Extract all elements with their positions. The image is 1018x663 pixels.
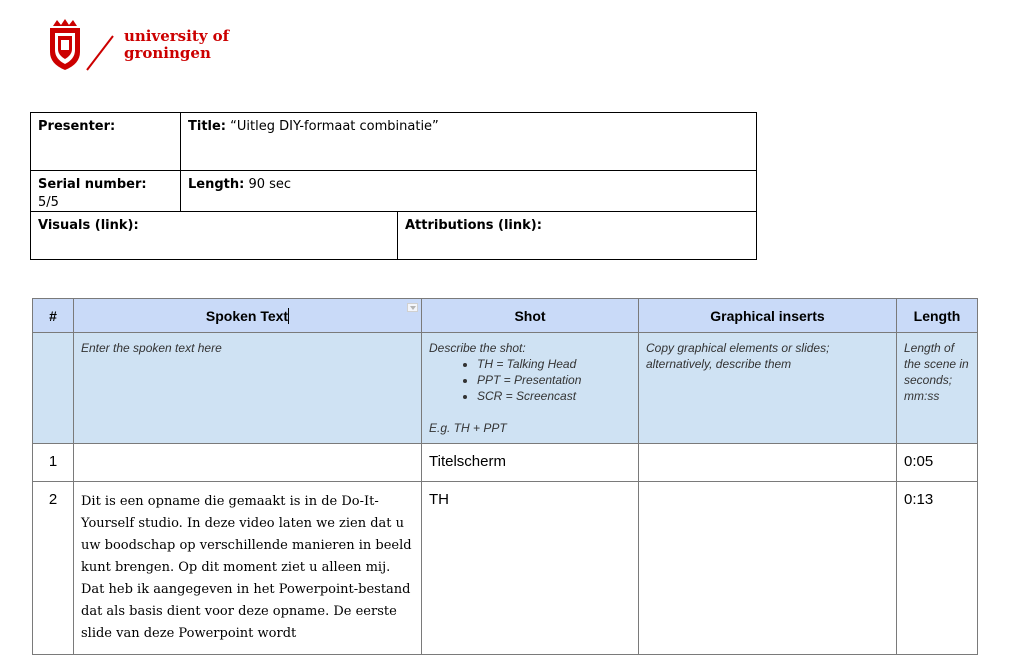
visuals-cell[interactable]: [31, 212, 397, 240]
serial-label: Serial number:: [38, 177, 147, 192]
row-spoken-text[interactable]: Dit is een opname die gemaakt is in de Do-It-Yourself studio. In deze video laten we zien dat u uw boodschap op verschillende manieren in beeld kunt brengen. Op dit moment ziet u alleen mij. Dat heb ik aangegeven in het Powerpoint-bestand dat als basis dient voor deze opname. De eerste slide van deze Powerpoint wordt: [74, 482, 422, 655]
title-label: Title:: [188, 119, 227, 134]
guide-inserts-text: Copy graphical elements or slides; alternatively, describe them: [646, 341, 830, 371]
serial-value: 5/5: [38, 195, 59, 210]
header-spoken-text[interactable]: [74, 299, 422, 333]
list-item: • SCR = Screencast: [477, 388, 631, 404]
guide-shot-example: E.g. TH + PPT: [429, 421, 507, 435]
row-length[interactable]: 0:05: [897, 444, 978, 482]
list-item: • PPT = Presentation: [477, 372, 631, 388]
script-table: [32, 298, 978, 655]
info-table: [30, 112, 757, 260]
filter-dropdown-icon[interactable]: [407, 303, 418, 312]
guide-shot-cell[interactable]: [422, 333, 639, 444]
row-graphical-inserts[interactable]: [639, 482, 897, 655]
header-shot[interactable]: Shot: [422, 299, 639, 333]
row-number[interactable]: 1: [33, 444, 74, 482]
title-value: “Uitleg DIY-formaat combinatie”: [230, 119, 439, 134]
guide-shot-intro: Describe the shot:: [429, 341, 526, 355]
table-row: [33, 444, 978, 482]
logo-line-1: university of: [124, 27, 230, 45]
row-number[interactable]: 2: [33, 482, 74, 655]
guide-spoken-cell[interactable]: [74, 333, 422, 444]
text-cursor: [288, 308, 289, 324]
shot-type-list: [429, 356, 631, 404]
row-graphical-inserts[interactable]: [639, 444, 897, 482]
guide-length-text: Length of the scene in seconds; mm:ss: [904, 341, 969, 403]
logo-wordmark: [124, 28, 229, 62]
header-row: [33, 299, 978, 333]
row-spoken-text[interactable]: [74, 444, 422, 482]
title-cell[interactable]: [181, 113, 756, 141]
guide-number-cell[interactable]: [33, 333, 74, 444]
guide-spoken-text: Enter the spoken text here: [81, 341, 222, 355]
visuals-label: Visuals (link):: [38, 218, 139, 233]
header-length[interactable]: Length: [897, 299, 978, 333]
row-length[interactable]: 0:13: [897, 482, 978, 655]
header-graphical-inserts[interactable]: Graphical inserts: [639, 299, 897, 333]
crest-icon: [45, 18, 125, 74]
guide-inserts-cell[interactable]: [639, 333, 897, 444]
serial-cell[interactable]: [31, 171, 180, 217]
presenter-label: Presenter:: [38, 119, 116, 134]
header-spoken-text-label: Spoken Text: [205, 307, 289, 324]
presenter-cell[interactable]: [31, 113, 180, 141]
attributions-cell[interactable]: [398, 212, 756, 240]
row-shot[interactable]: Titelscherm: [422, 444, 639, 482]
attributions-label: Attributions (link):: [405, 218, 542, 233]
length-label: Length:: [188, 177, 245, 192]
guide-length-cell[interactable]: [897, 333, 978, 444]
guide-row: [33, 333, 978, 444]
header-number[interactable]: #: [33, 299, 74, 333]
length-cell[interactable]: [181, 171, 756, 199]
length-value: 90 sec: [248, 177, 292, 192]
list-item: • TH = Talking Head: [477, 356, 631, 372]
row-shot[interactable]: TH: [422, 482, 639, 655]
logo-line-2: groningen: [124, 44, 211, 62]
table-row: [33, 482, 978, 655]
